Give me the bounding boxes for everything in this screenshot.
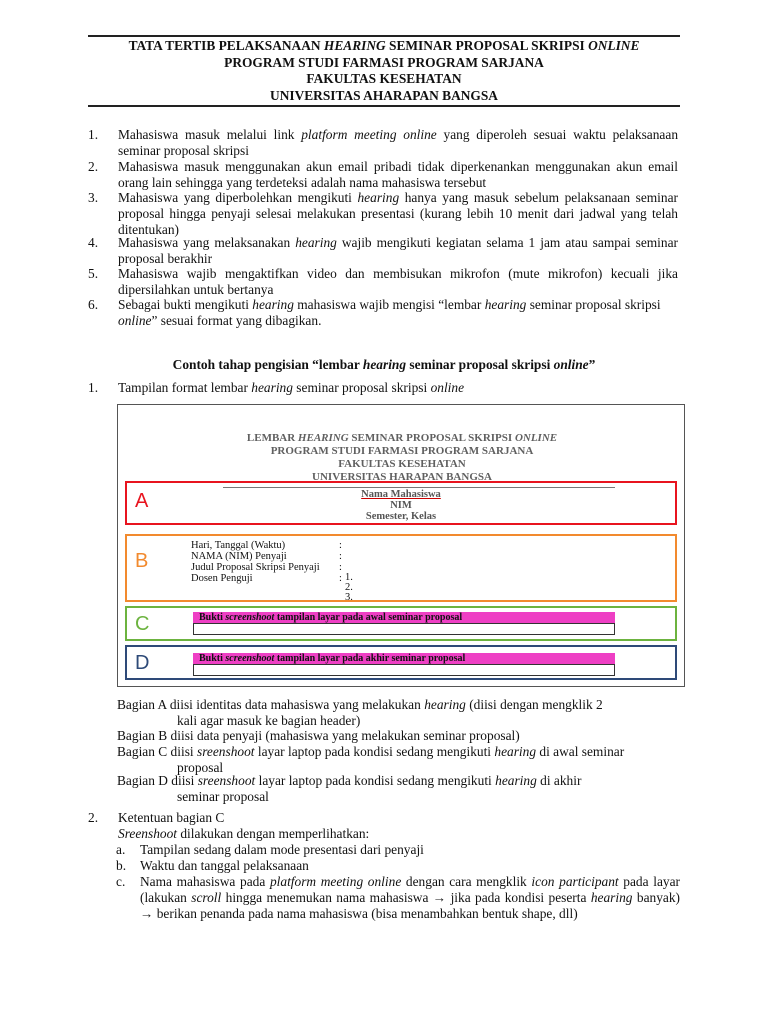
faculty-name: FAKULTAS KESEHATAN	[306, 71, 462, 86]
section-a-letter: A	[135, 490, 149, 512]
rule-text: yang diperoleh sesuai waktu pelaksanaan seminar proposal skripsi	[118, 127, 679, 158]
rule-number: 6.	[88, 297, 99, 312]
program-name: PROGRAM STUDI FARMASI PROGRAM SARJANA	[224, 54, 544, 70]
d-label-text: Bukti	[199, 653, 226, 664]
rule-text: hearing	[484, 297, 527, 312]
rule-text: hearing	[295, 235, 337, 250]
rule-number: 1.	[88, 127, 99, 142]
form-title-text: SEMINAR PROPOSAL SKRIPSI	[348, 432, 515, 444]
subtitle-text: online	[553, 357, 589, 372]
section-c-label	[193, 612, 615, 623]
section-c-box	[125, 606, 677, 641]
rule-number: 2.	[88, 159, 99, 174]
item-text: Waktu dan tanggal pelaksanaan	[140, 858, 309, 873]
b-field-label: Judul Proposal Skripsi Penyaji	[191, 562, 320, 573]
section-a-content	[127, 489, 675, 522]
part-d-description	[117, 773, 679, 804]
hearing-form-preview	[117, 404, 685, 687]
b-number: 2.	[345, 582, 353, 593]
title-text: TATA TERTIB PELAKSANAAN	[128, 38, 324, 53]
rule-text: platform meeting online	[301, 127, 437, 142]
part-text: proposal	[177, 759, 224, 775]
part-text: Bagian C diisi	[117, 744, 197, 759]
rule-text: hearing	[357, 190, 400, 205]
item-text: hearing	[590, 889, 633, 905]
b-field-label: Hari, Tanggal (Waktu)	[191, 540, 286, 551]
section-d-label	[193, 653, 615, 664]
b-colon: :	[339, 562, 342, 573]
item-letter: b.	[116, 858, 127, 873]
step-text: hearing	[251, 380, 293, 395]
header-bottom-rule	[88, 105, 680, 107]
c-label-text: screenshoot	[225, 612, 275, 623]
item-letter: c.	[116, 874, 126, 889]
rule-text: Mahasiswa yang melaksanakan	[118, 235, 296, 250]
item-text: scroll	[191, 889, 222, 905]
rule-text: mahasiswa wajib mengisi “lembar	[293, 297, 485, 312]
form-title-text: HEARING	[297, 432, 349, 444]
b-number: 1.	[345, 572, 353, 583]
section-a-line	[223, 487, 615, 488]
section-b-numbers	[345, 573, 353, 603]
b-field-label: Dosen Penguji	[191, 573, 253, 584]
step-text: Tampilan format lembar	[118, 380, 252, 395]
part-text: layar laptop pada kondisi sedang mengikuti	[255, 773, 496, 788]
d-label-text: tampilan layar pada akhir seminar proposal	[274, 653, 466, 664]
item-text: Nama mahasiswa pada	[140, 874, 270, 889]
part-text: (diisi dengan mengklik 2	[465, 697, 603, 712]
item-text: platform meeting online	[269, 874, 402, 889]
b-field-label: NAMA (NIM) Penyaji	[191, 551, 287, 562]
section-b-letter: B	[135, 550, 149, 572]
form-title-text: ONLINE	[514, 432, 558, 444]
step-text: online	[430, 380, 465, 395]
subtitle-text: ”	[588, 357, 596, 372]
form-title-text: PROGRAM STUDI FARMASI PROGRAM SARJANA	[270, 445, 534, 457]
item-text: dengan cara mengklik	[401, 874, 532, 889]
item-text: hingga menemukan nama mahasiswa → jika pada kondisi peserta	[221, 889, 591, 905]
part-text: layar laptop pada kondisi sedang mengikuti	[254, 744, 495, 759]
part-text: sreenshoot	[197, 773, 256, 788]
part-text: di akhir	[536, 773, 582, 788]
doc-title	[88, 38, 680, 104]
part-text: di awal seminar	[536, 744, 625, 759]
rule-text: Mahasiswa wajib mengaktifkan video dan membisukan mikrofon (mute mikrofon) kecuali jika dipersilahkan untuk bertanya	[118, 266, 678, 297]
part-text: hearing	[494, 744, 537, 759]
d-label-text: screenshoot	[225, 653, 275, 664]
rule-text: Mahasiswa masuk melalui link	[118, 127, 302, 142]
c-label-text: tampilan layar pada awal seminar proposal	[274, 612, 463, 623]
rule-number: 5.	[88, 266, 99, 281]
rule-number: 4.	[88, 235, 99, 250]
part-text: hearing	[424, 697, 466, 712]
item-letter: a.	[116, 842, 126, 857]
section-b-fields	[191, 540, 320, 584]
b-number: 3.	[345, 592, 353, 603]
item-text: banyak) → berikan penanda pada nama mahasiswa (bisa menambahkan bentuk shape, dll)	[140, 889, 680, 921]
example-subtitle	[88, 357, 680, 373]
rule-text: Mahasiswa masuk menggunakan akun email pribadi tidak diperkenankan menggunakan akun email orang lain sehingga yang terdeteksi adalah nama mahasiswa tersebut	[118, 159, 678, 190]
subtitle-text: seminar proposal skripsi	[406, 357, 554, 372]
c-label-text: Bukti	[199, 612, 226, 623]
rule-text: Mahasiswa yang diperbolehkan mengikuti	[118, 190, 358, 205]
form-title-text: FAKULTAS KESEHATAN	[338, 458, 466, 470]
subtitle-text: hearing	[362, 357, 407, 372]
part-c-description	[117, 744, 679, 775]
rule-text: hanya yang masuk sebelum pelaksanaan seminar proposal hingga penyaji selesai melakukan presentasi (kurang lebih 10 menit dari jadwal yang telah ditentukan)	[118, 190, 678, 237]
b-colon: :	[339, 551, 342, 562]
semester-label: Semester, Kelas	[365, 511, 437, 522]
step-title: Ketentuan bagian C	[118, 810, 225, 825]
step-number: 1.	[88, 380, 99, 395]
item-text: pada layar (lakukan	[140, 874, 680, 905]
form-title-text: LEMBAR	[246, 432, 298, 444]
section-d-field[interactable]	[193, 664, 615, 676]
rule-text: ” sesuai format yang dibagikan.	[151, 312, 322, 328]
step-text: seminar proposal skripsi	[292, 380, 431, 395]
title-text: SEMINAR PROPOSAL SKRIPSI	[385, 38, 589, 53]
b-colon: :	[339, 540, 342, 551]
section-c-letter: C	[135, 613, 150, 635]
step-intro: dilakukan dengan memperlihatkan:	[177, 825, 370, 841]
section-b-colons	[339, 540, 342, 584]
part-text: Bagian A diisi identitas data mahasiswa yang melakukan	[117, 697, 425, 712]
title-text: HEARING	[323, 38, 386, 53]
part-text: Bagian B diisi data penyaji (mahasiswa yang melakukan seminar proposal)	[117, 728, 520, 743]
part-a-description	[117, 697, 679, 728]
section-b-box	[125, 534, 677, 602]
rule-text: Sebagai bukti mengikuti	[118, 297, 253, 312]
section-a-box	[125, 481, 677, 525]
subtitle-text: Contoh tahap pengisian “lembar	[172, 357, 363, 372]
section-c-field[interactable]	[193, 623, 615, 635]
nim-label: NIM	[390, 500, 412, 511]
step-intro: Sreenshoot	[118, 825, 178, 841]
university-name: UNIVERSITAS AHARAPAN BANGSA	[270, 87, 498, 103]
rule-text: online	[118, 312, 152, 328]
form-title	[118, 432, 686, 484]
header-top-rule	[88, 35, 680, 37]
rule-text: wajib mengikuti kegiatan selama 1 jam atau sampai seminar proposal berakhir	[118, 235, 678, 266]
section-d-letter: D	[135, 652, 150, 674]
b-colon: :	[339, 573, 342, 584]
part-text: kali agar masuk ke bagian header)	[177, 712, 361, 728]
student-name-label: Nama Mahasiswa	[361, 489, 441, 500]
rule-text: seminar proposal skripsi	[526, 297, 661, 312]
rule-text: hearing	[252, 297, 294, 312]
part-text: Bagian D diisi	[117, 773, 198, 788]
step-number: 2.	[88, 810, 99, 825]
rule-number: 3.	[88, 190, 99, 205]
part-b-description	[117, 728, 679, 744]
part-text: hearing	[495, 773, 537, 788]
part-text: sreenshoot	[196, 744, 255, 759]
part-text: seminar proposal	[177, 788, 269, 804]
item-text: icon participant	[531, 874, 619, 889]
section-d-box	[125, 645, 677, 680]
item-text: Tampilan sedang dalam mode presentasi dari penyaji	[140, 842, 424, 857]
form-title-text: UNIVERSITAS HARAPAN BANGSA	[312, 471, 492, 483]
title-text: ONLINE	[588, 38, 640, 53]
